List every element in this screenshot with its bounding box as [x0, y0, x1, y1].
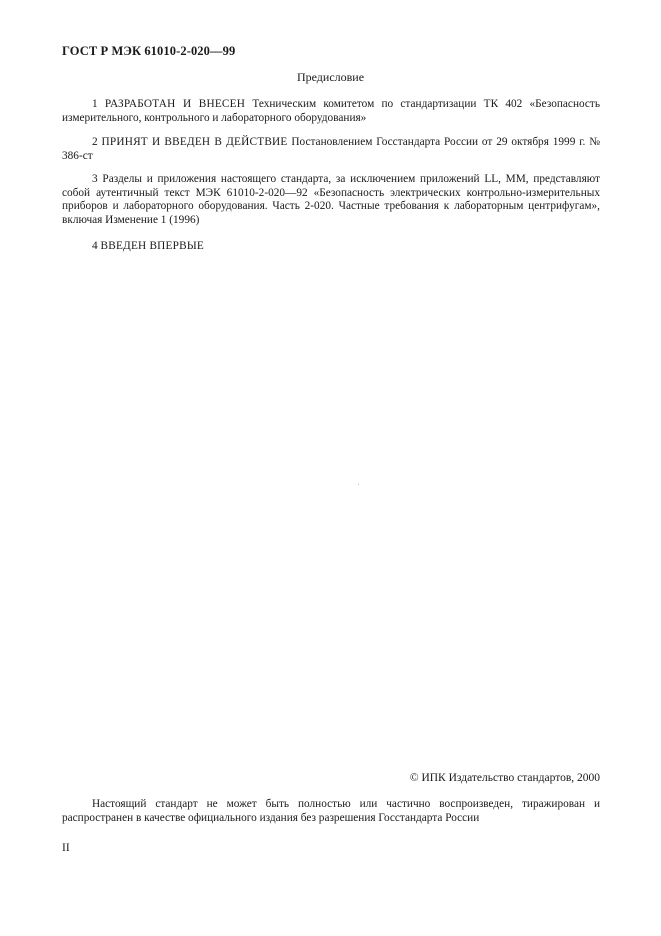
preface-item-3 [62, 173, 600, 227]
scan-speck [358, 484, 359, 485]
standard-code: ГОСТ Р МЭК 61010-2-020—99 [62, 44, 236, 58]
preface-item-2 [62, 136, 600, 163]
item-lead: РАЗРАБОТАН И ВНЕСЕН [104, 98, 246, 110]
item-number: 2 [92, 136, 98, 148]
page-number: II [62, 842, 70, 854]
item-lead: ПРИНЯТ И ВВЕДЕН В ДЕЙСТВИЕ [101, 136, 288, 148]
reproduction-notice: Настоящий стандарт не может быть полностью или частично воспроизведен, тиражирован и распространен в качестве официального издания без разрешения Госстандарта России [62, 798, 600, 824]
item-number: 3 [92, 173, 98, 185]
item-text: Техническим комитетом по стандартизации ТК 402 «Безопасность измерительного, контрольного и лабораторного оборудования» [62, 98, 601, 124]
preface-item-4 [62, 240, 600, 254]
copyright-line: © ИПК Издательство стандартов, 2000 [409, 772, 600, 784]
preface-item-1 [62, 98, 600, 125]
item-number: 1 [92, 98, 98, 110]
item-lead: ВВЕДЕН ВПЕРВЫЕ [100, 240, 205, 252]
item-number: 4 [92, 240, 98, 252]
item-text: Постановлением Госстандарта России от 29 октября 1999 г. № 386-ст [62, 136, 600, 162]
preface-title: Предисловие [296, 70, 365, 84]
item-text: Разделы и приложения настоящего стандарта, за исключением приложений LL, MM, представляют собой аутентичный текст МЭК 61010-2-020—92 «Безопасность электрических контрольно-измерительных приборов и лабораторного оборудования. Часть 2-020. Частные требования к лабораторным центрифугам», включая Изменение 1 (1996) [62, 173, 600, 226]
